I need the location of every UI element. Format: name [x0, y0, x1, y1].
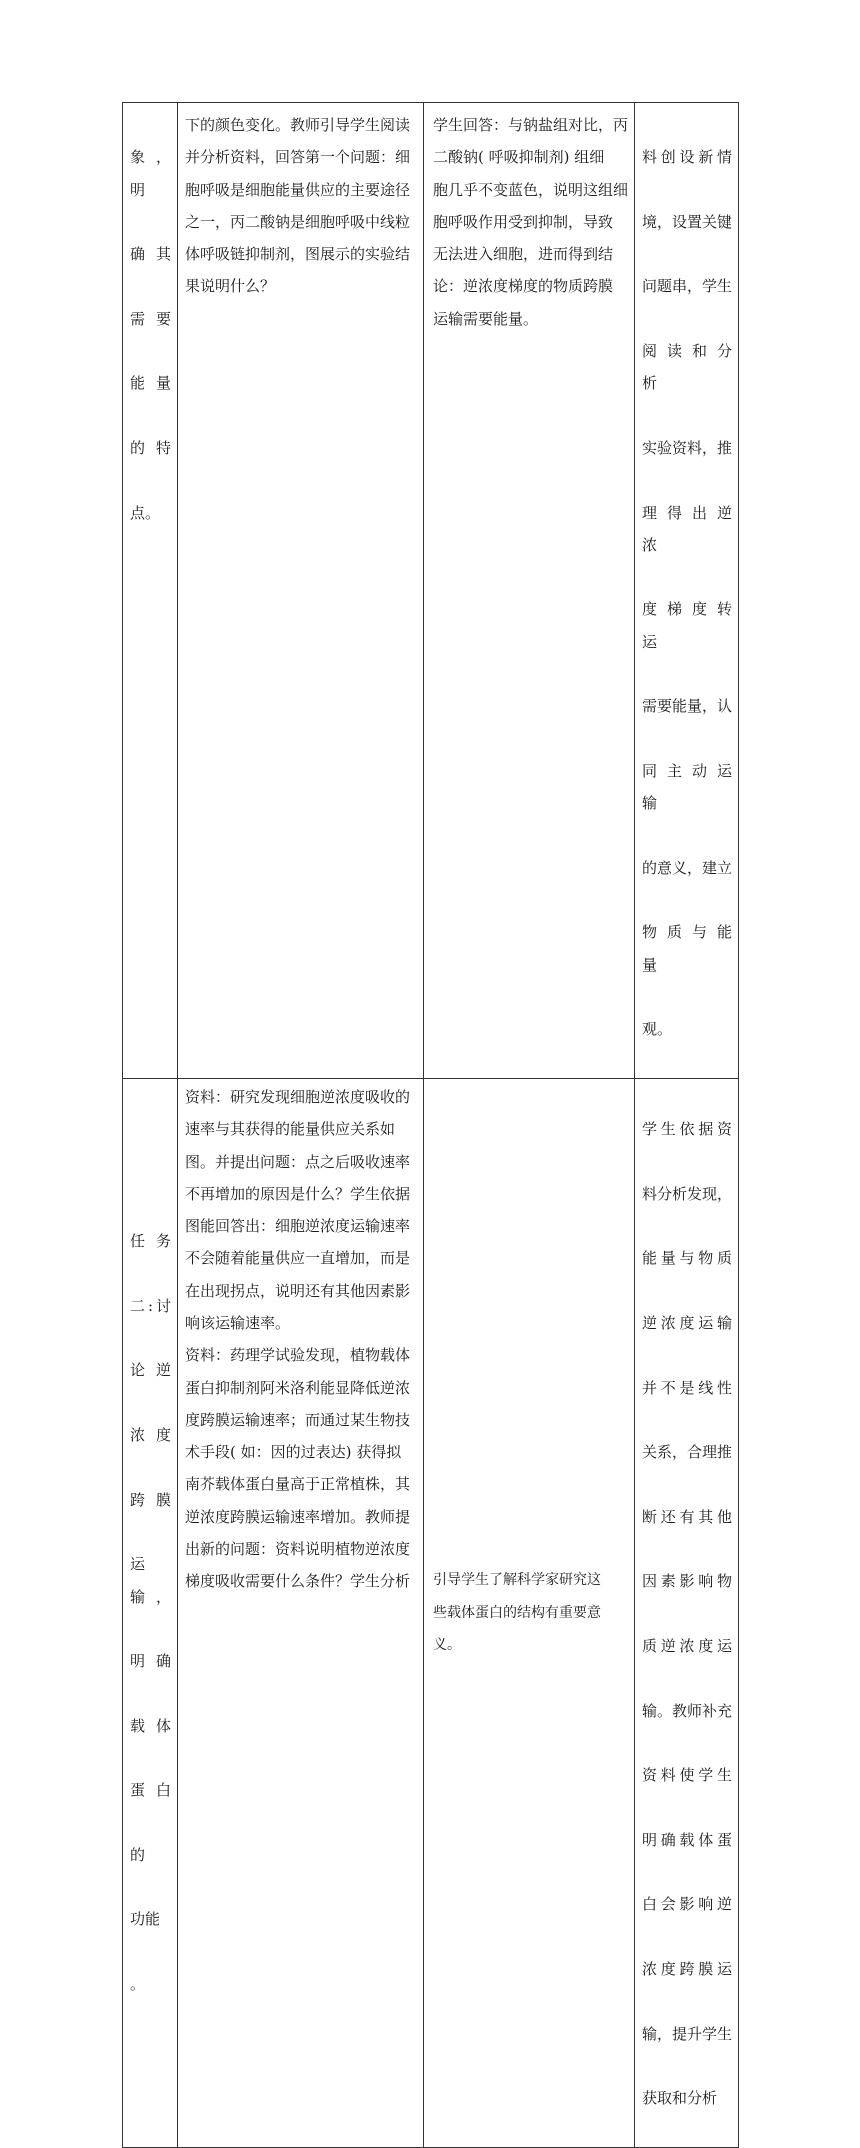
text-line: 物 质 与 能 量 [642, 923, 732, 974]
row1-student-activity-cell [424, 103, 635, 1079]
text-line: 。 [130, 1975, 146, 1994]
row1-segment-text [123, 103, 177, 561]
text-line: 输，提升学生 [642, 2024, 733, 2043]
row2-teacher-activity-cell [178, 1078, 424, 2147]
text-line: 的意义，建立 [642, 858, 733, 877]
text-line: 能 量 [130, 374, 171, 393]
text-line: 能量与物质 [642, 1249, 732, 1268]
text-line: 关系，合理推 [642, 1443, 733, 1462]
text-line: 理 得 出 逆 浓 [642, 503, 732, 554]
text-line: 资料使学生 [642, 1766, 732, 1785]
text-line: 点。 [130, 503, 161, 522]
text-line: 观。 [642, 1020, 673, 1039]
row2-student-activity-text: 引导学生了解科学家研究这 些载体蛋白的结构有重要意 义。 [433, 1572, 601, 1653]
row2-student-activity-cell [424, 1078, 635, 2147]
row1-design-intent-text [635, 103, 738, 1078]
text-line: 阅 读 和 分 析 [642, 342, 732, 393]
row2-design-intent-cell [635, 1078, 739, 2147]
text-line: 明确载体蛋 [642, 1830, 732, 1849]
text-line: 同 主 动 运 输 [642, 761, 732, 813]
text-line: 功能 [130, 1910, 161, 1929]
row2-segment-cell [123, 1078, 178, 2147]
text-line: 料分析发现， [642, 1184, 733, 1203]
row1-teacher-activity-text: 下的颜色变化。教师引导学生阅读 并分析资料，回答第一个问题：细 胞呼吸是细胞能量供应的主要途径 之一，丙二酸钠是细胞呼吸中线粒 体呼吸链抑制剂，图展示的实验结 果说明什么？ [185, 116, 411, 296]
text-line: 明 确 [130, 1652, 171, 1671]
row1-teacher-activity-cell [178, 103, 424, 1079]
text-line: 蛋 白 [130, 1781, 171, 1800]
text-line: 因素影响物 [642, 1572, 732, 1591]
text-line: 境，设置关键 [642, 212, 733, 231]
text-line: 实验资料，推 [642, 438, 733, 457]
text-line: 确 其 [130, 245, 171, 264]
text-line: 输。教师补充 [642, 1701, 733, 1720]
text-line: 逆浓度运输 [642, 1313, 732, 1332]
text-line: 象，明 [130, 148, 171, 199]
row1-design-intent-cell [635, 103, 739, 1079]
row1-student-activity-text: 学生回答：与钠盐组对比，丙 二酸钠( 呼吸抑制剂) 组细 胞几乎不变蓝色，说明这组细 胞呼吸作用受到抑制，导致 无法进入细胞，进而得到结 论：逆浓度梯度的物质跨膜 运输需要能量。 [433, 116, 629, 328]
text-line: 度 梯 度 转 运 [642, 600, 732, 651]
text-line: 跨 膜 [130, 1490, 171, 1509]
text-line: 二:讨 [130, 1296, 171, 1315]
row2-teacher-activity-text: 资料：研究发现细胞逆浓度吸收的 速率与其获得的能量供应关系如 图。并提出问题：点之后吸收速率 不再增加的原因是什么？学生依据 图能回答出：细胞逆浓度运输速率 不会随着能量供应一直增加，而是 在出现拐点，说明还有其他因素影 响该运输速率。 资料：药理学试验发现，植物载体 蛋白抑制剂阿米洛利能显降低逆浓 度跨膜运输速率；而通过某生物技 术手段( 如：因的过表达) 获得拟 南芥载体蛋白量高于正常植株，其 逆浓度跨膜运输速率增加。教师提 出新的问题：资料说明植物逆浓度 梯度吸收需要什么条件？学生分析 [185, 1087, 411, 1591]
text-line: 问题串，学生 [642, 277, 733, 296]
text-line: 断还有其他 [642, 1507, 732, 1526]
text-line: 获取和分析 [642, 2089, 718, 2108]
table-row [123, 103, 739, 1079]
text-line: 的 特 [130, 438, 171, 457]
text-line: 任 务 [130, 1232, 171, 1251]
row2-design-intent-text [635, 1079, 738, 2147]
text-line: 浓度跨膜运 [642, 1959, 732, 1978]
row2-segment-text [123, 1193, 177, 2033]
text-line: 运输， [130, 1555, 171, 1606]
text-line: 的 [130, 1845, 146, 1864]
text-line: 需要能量，认 [642, 697, 733, 716]
text-line: 浓 度 [130, 1426, 171, 1445]
text-line: 白会影响逆 [642, 1895, 732, 1914]
text-line: 料创设新情 [642, 148, 732, 167]
text-line: 论 逆 [130, 1361, 171, 1380]
row1-segment-cell [123, 103, 178, 1079]
table-row [123, 1078, 739, 2147]
text-line: 并不是线性 [642, 1378, 732, 1397]
text-line: 质逆浓度运 [642, 1636, 732, 1655]
lesson-plan-table [122, 102, 739, 2148]
text-line: 学生依据资 [642, 1120, 732, 1139]
text-line: 需 要 [130, 309, 171, 328]
text-line: 载 体 [130, 1716, 171, 1735]
